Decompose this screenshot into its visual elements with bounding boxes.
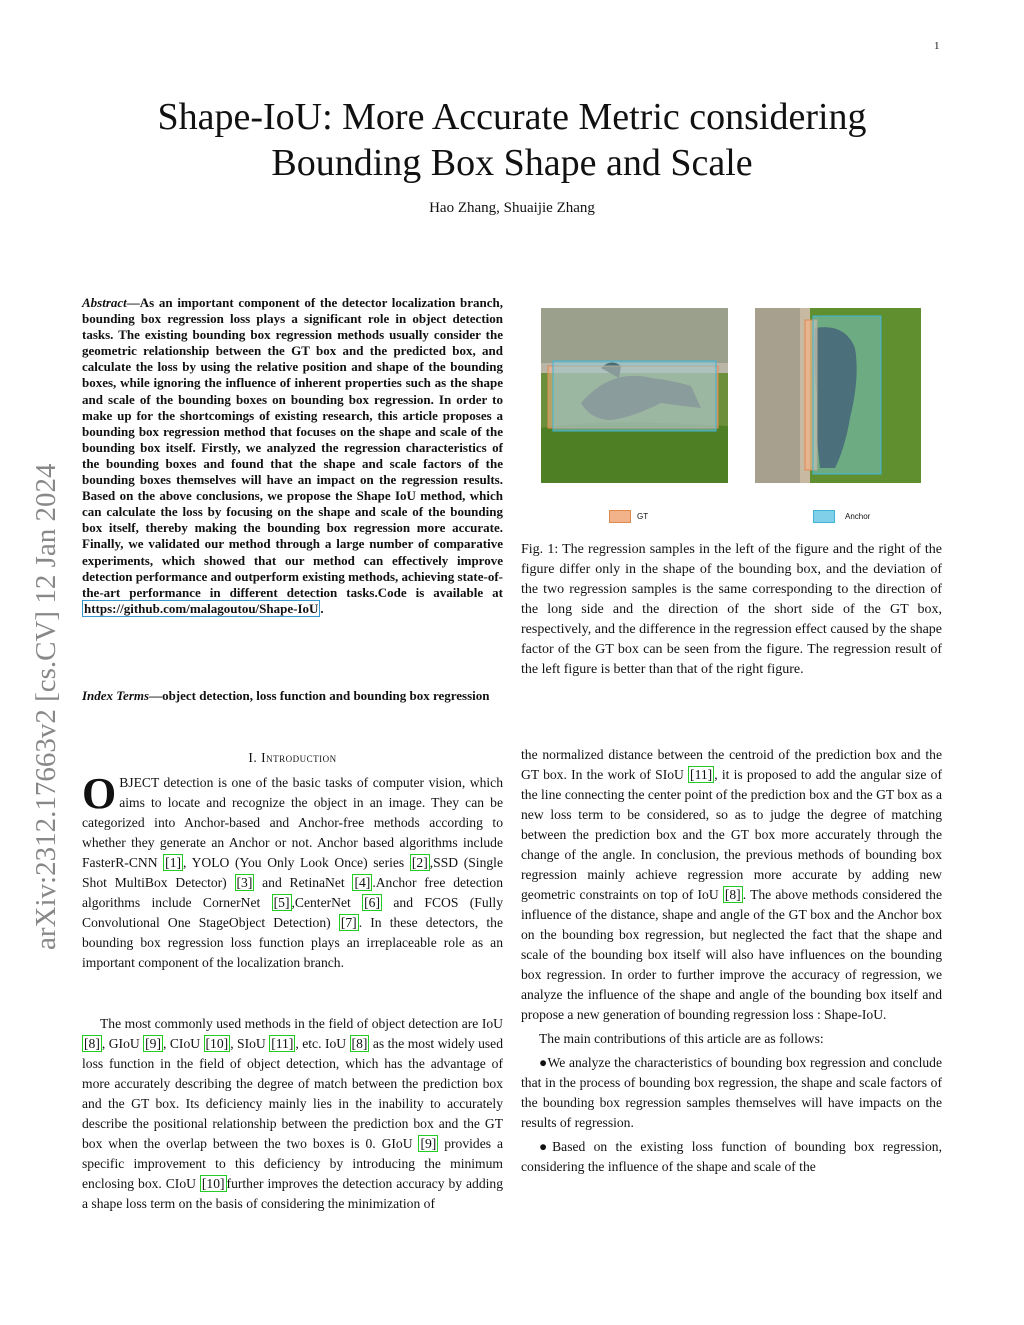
abstract [82,295,503,617]
figure-image-left [541,308,728,483]
text: , CIoU [163,1036,204,1051]
citation-link[interactable]: [9] [145,1036,161,1051]
text: the normalized distance between the centroid of the prediction box and the GT box. In the work of SIoU [521,747,942,782]
page-number: 1 [934,40,940,52]
section-title: Introduction [261,750,337,765]
citation-link[interactable]: [8] [84,1036,100,1051]
legend-gt-label: GT [637,512,649,521]
citation-link[interactable]: [10] [201,1176,225,1191]
legend-anchor-swatch [813,510,835,523]
section-heading [82,750,503,766]
anchor-box-left [553,361,716,431]
authors: Hao Zhang, Shuaijie Zhang [429,200,595,216]
text: and FCOS (Fully Convolutional One StageObject Detection) [82,895,503,930]
abstract-text: —As an important component of the detector localization branch, bounding box regression loss plays a significant role in object detection tasks. The existing bounding box regression methods usually consider the geometric relationship between the GT box and the predicted box, and calculate the loss by using the relative position and shape of the bounding boxes, while ignoring the influence of inherent properties such as the shape and scale of the bounding boxes on bounding box regression. In order to make up for the shortcomings of existing research, this article proposes a bounding box regression method that focuses on the shape and scale of the bounding box itself. Firstly, we analyzed the regression characteristics of the bounding boxes and found that the shape and scale factors of the bounding boxes themselves will have an impact on the regression results. Based on the above conclusions, we propose the Shape IoU method, which can calculate the loss by focusing on the shape and scale of the bounding box itself, thereby making the bounding box regression more accurate. Finally, we validated our method through a large number of comparative experiments, which showed that our method can effectively improve detection performance and outperform existing methods, achieving state-of-the-art performance in different detection tasks.Code is available at [82,295,503,600]
dog-photo-left [541,308,728,483]
index-terms-label: Index Terms [82,688,150,703]
citation-link[interactable]: [1] [165,855,182,870]
text: and RetinaNet [254,875,353,890]
text: provides a specific improvement to this deficiency by introducing the minimum enclosing box. CIoU [82,1136,503,1191]
index-terms [82,688,503,704]
text: , etc. IoU [295,1036,350,1051]
citation-link[interactable]: [6] [364,895,381,910]
text: .Anchor free detection algorithms include CornerNet [82,875,504,910]
contribution-2: ●Based on the existing loss function of bounding box regression, considering the influence of the shape and scale of the [521,1139,942,1174]
anchor-box-right [813,316,881,474]
section-numeral: I. [248,750,258,765]
index-terms-text: —object detection, loss function and bounding box regression [149,688,490,703]
text: . The above methods considered the influence of the distance, shape and angle of the GT box and the Anchor box on the bounding box regression, but neglected the fact that the shape and scale of the bounding box itself will also have influences on the bounding box regression. In order to further improve the accuracy of regression, we analyze the influence of the shape and angle of the bounding box itself and propose a new generation of bounding regression loss : Shape-IoU. [521,887,942,1022]
text: The most commonly used methods in the field of object detection are IoU [100,1016,503,1031]
text: . In these detectors, the bounding box regression loss function plays an irreplaceable role as an important component of the localization branch. [82,915,503,970]
title-line-1: Shape-IoU: More Accurate Metric considering [157,96,867,138]
text: , it is proposed to add the angular size of the line connecting the center point of the prediction box and the GT box as a new loss term to be considered, so as to judge the degree of matching between the prediction box and the GT box more accurately through the change of the angle. In conclusion, the previous methods of bounding box regression mainly achieve regression more accurate by adding new geometric constraints on top of IoU [521,767,942,902]
citation-link[interactable]: [5] [273,895,290,910]
citation-link[interactable]: [7] [340,915,357,930]
citation-link[interactable]: [11] [271,1036,294,1051]
text: , SIoU [230,1036,270,1051]
text: ,CenterNet [291,895,363,910]
text: , YOLO (You Only Look Once) series [183,855,410,870]
abstract-end: . [320,600,324,616]
citation-link[interactable]: [3] [236,875,253,890]
citation-link[interactable]: [9] [420,1136,437,1151]
dog-photo-right [755,308,921,483]
paper-title [0,94,1024,186]
text: , GIoU [101,1036,144,1051]
text: ,SSD (Single Shot MultiBox Detector) [82,855,503,890]
figure-caption: Fig. 1: The regression samples in the left of the figure and the right of the figure differ only in the shape of the bounding box, and the deviation of the two regression samples is the same corresponding to the direction of the long side and the direction of the short side of the GT box, respectively, and the difference in the regression effect caused by the shape factor of the GT box can be seen from the figure. The regression result of the left figure is better than that of the right figure. [521,542,942,677]
text: BJECT detection is one of the basic tasks of computer vision, which aims to locate and recognize the object in an image. They can be categorized into Anchor-based and Anchor-free methods according to whether they generate an Anchor or not. Anchor based algorithms include FasterR-CNN [82,775,503,870]
contribution-1: ●We analyze the characteristics of bounding box regression and conclude that in the process of bounding box regression, the shape and scale factors of the bounding box regression samples themselves will have impacts on the results of regression. [521,1055,942,1130]
legend-gt-swatch [609,510,631,523]
intro-paragraph-1 [82,769,504,973]
right-column-text [521,745,942,1177]
citation-link[interactable]: [8] [724,887,741,902]
arxiv-watermark: arXiv:2312.17663v2 [cs.CV] 12 Jan 2024 [30,463,62,950]
legend-anchor-label: Anchor [845,512,871,521]
text: further improves the detection accuracy by adding a shape loss term on the basis of considering the minimization of [82,1176,503,1211]
drop-cap: O [82,769,117,818]
text: as the most widely used loss function in the field of object detection, which has the advantage of more accurately describing the degree of match between the prediction box and the GT box. Its deficiency mainly lies in the inability to accurately describe the positional relationship between the prediction box and the GT box when the overlap between the two boxes is 0. GIoU [82,1036,503,1151]
citation-link[interactable]: [11] [690,767,713,782]
citation-link[interactable]: [8] [351,1036,368,1051]
citation-link[interactable]: [10] [205,1036,229,1051]
title-line-2: Bounding Box Shape and Scale [271,142,753,184]
figure-image-right [755,308,921,483]
contributions-intro: The main contributions of this article are as follows: [539,1031,824,1046]
code-link[interactable]: https://github.com/malagoutou/Shape-IoU [84,600,319,616]
abstract-label: Abstract [82,295,127,310]
intro-paragraph-2 [82,1014,503,1214]
citation-link[interactable]: [2] [411,855,428,870]
citation-link[interactable]: [4] [354,875,371,890]
